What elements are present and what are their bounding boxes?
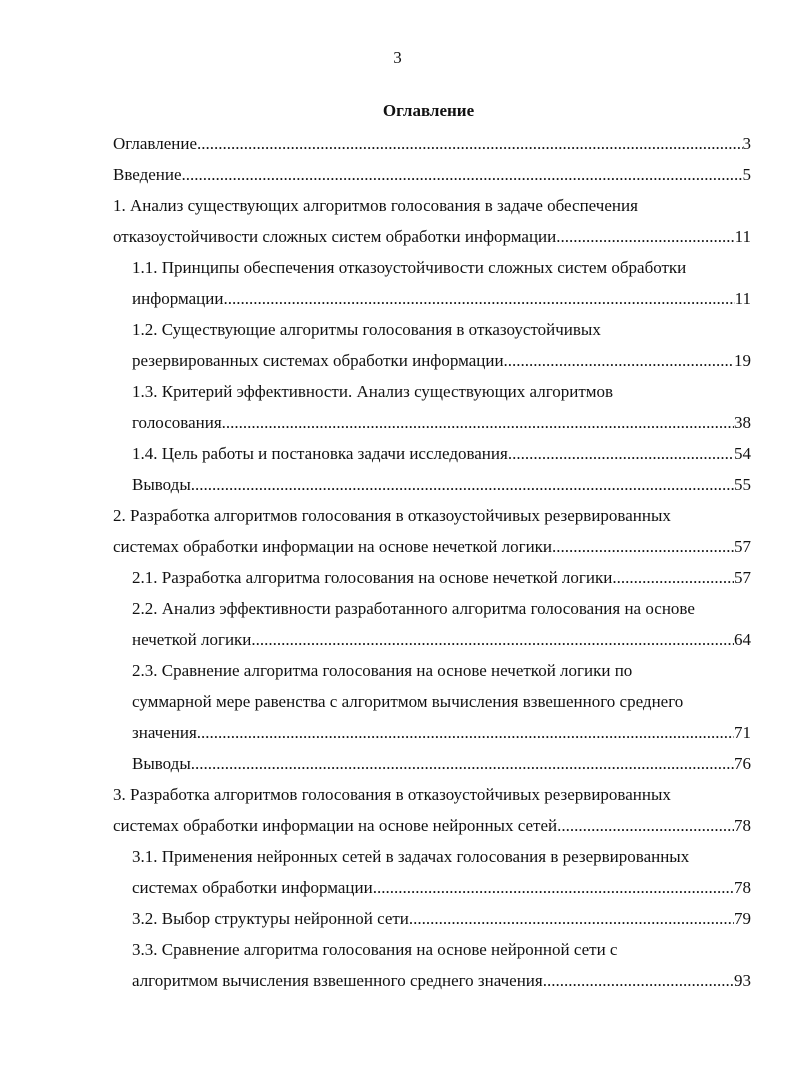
- toc-page-number: 11: [734, 227, 751, 246]
- toc-entry[interactable]: [132, 934, 751, 996]
- toc-page-number: 64: [734, 630, 751, 649]
- toc-entry[interactable]: [132, 314, 751, 376]
- table-of-contents: [113, 128, 751, 996]
- toc-entry-title-line: системах обработки информации на основе нечеткой логики: [113, 537, 553, 556]
- dot-leader: [373, 872, 734, 903]
- toc-entry-title-line: нечеткой логики: [132, 630, 252, 649]
- toc-entry-last-line: [132, 872, 751, 903]
- toc-entry-title-line: значения: [132, 723, 197, 742]
- toc-entry[interactable]: [132, 841, 751, 903]
- toc-page-number: 78: [734, 816, 751, 835]
- toc-entry-title-line: системах обработки информации на основе нейронных сетей: [113, 816, 558, 835]
- toc-entry-title-line: Введение: [113, 165, 182, 184]
- toc-page-number: 71: [734, 723, 751, 742]
- toc-entry-title-line: голосования: [132, 413, 222, 432]
- toc-entry-last-line: [132, 283, 751, 314]
- toc-page-number: 38: [734, 413, 751, 432]
- toc-page-number: 19: [734, 351, 751, 370]
- toc-entry[interactable]: [113, 159, 751, 190]
- toc-page-number: 57: [734, 537, 751, 556]
- toc-entry-title-line: информации: [132, 289, 224, 308]
- toc-entry[interactable]: [132, 252, 751, 314]
- toc-entry-last-line: [113, 128, 751, 159]
- toc-page-number: 78: [734, 878, 751, 897]
- dot-leader: [556, 221, 734, 252]
- dot-leader: [191, 469, 734, 500]
- dot-leader: [552, 531, 734, 562]
- dot-leader: [557, 810, 734, 841]
- dot-leader: [197, 717, 734, 748]
- toc-entry-title-line: 3.3. Сравнение алгоритма голосования на основе нейронной сети с: [132, 940, 618, 959]
- toc-entry-title-line: 1. Анализ существующих алгоритмов голосования в задаче обеспечения: [113, 196, 638, 215]
- dot-leader: [251, 624, 734, 655]
- toc-entry-title-line: системах обработки информации: [132, 878, 373, 897]
- toc-entry-last-line: [113, 810, 751, 841]
- toc-entry[interactable]: [132, 562, 751, 593]
- toc-entry-title-line: 1.1. Принципы обеспечения отказоустойчивости сложных систем обработки: [132, 258, 687, 277]
- toc-entry[interactable]: [132, 748, 751, 779]
- dot-leader: [182, 159, 743, 190]
- toc-entry-title-line: 3.2. Выбор структуры нейронной сети: [132, 909, 409, 928]
- toc-entry[interactable]: [113, 500, 751, 562]
- dot-leader: [508, 438, 734, 469]
- toc-entry-title-line: Выводы: [132, 754, 191, 773]
- dot-leader: [222, 407, 734, 438]
- dot-leader: [409, 903, 734, 934]
- toc-entry-title-line: Выводы: [132, 475, 191, 494]
- toc-entry-title-line: 2.1. Разработка алгоритма голосования на основе нечеткой логики: [132, 568, 613, 587]
- toc-entry-title-line: резервированных системах обработки информации: [132, 351, 504, 370]
- toc-entry-title-line: 1.2. Существующие алгоритмы голосования в отказоустойчивых: [132, 320, 601, 339]
- toc-entry[interactable]: [132, 469, 751, 500]
- toc-entry-title-line: 1.4. Цель работы и постановка задачи исследования: [132, 444, 508, 463]
- dot-leader: [612, 562, 734, 593]
- toc-entry-last-line: [132, 345, 751, 376]
- toc-entry-title-line: 2. Разработка алгоритмов голосования в отказоустойчивых резервированных: [113, 506, 671, 525]
- toc-page-number: 3: [742, 134, 751, 153]
- toc-page-number: 5: [742, 165, 751, 184]
- toc-entry[interactable]: [113, 128, 751, 159]
- toc-entry-last-line: [132, 624, 751, 655]
- toc-entry[interactable]: [132, 376, 751, 438]
- toc-entry-last-line: [132, 748, 751, 779]
- toc-entry[interactable]: [113, 779, 751, 841]
- toc-entry-title-line: 3.1. Применения нейронных сетей в задачах голосования в резервированных: [132, 847, 690, 866]
- toc-entry[interactable]: [132, 438, 751, 469]
- toc-page-number: 76: [734, 754, 751, 773]
- toc-page-number: 11: [734, 289, 751, 308]
- toc-entry-title-line: суммарной мере равенства с алгоритмом вычисления взвешенного среднего: [132, 692, 684, 711]
- toc-entry-last-line: [113, 159, 751, 190]
- dot-leader: [543, 965, 734, 996]
- toc-entry-last-line: [132, 562, 751, 593]
- toc-entry-last-line: [132, 407, 751, 438]
- toc-page-number: 54: [734, 444, 751, 463]
- toc-entry-title-line: 1.3. Критерий эффективности. Анализ существующих алгоритмов: [132, 382, 614, 401]
- dot-leader: [223, 283, 734, 314]
- toc-entry-last-line: [113, 531, 751, 562]
- toc-entry[interactable]: [132, 593, 751, 655]
- toc-title: Оглавление: [382, 101, 475, 120]
- toc-entry-last-line: [132, 965, 751, 996]
- dot-leader: [191, 748, 734, 779]
- dot-leader: [197, 128, 743, 159]
- toc-page-number: 57: [734, 568, 751, 587]
- dot-leader: [504, 345, 734, 376]
- toc-entry-title-line: 3. Разработка алгоритмов голосования в отказоустойчивых резервированных: [113, 785, 671, 804]
- toc-entry[interactable]: [132, 903, 751, 934]
- toc-entry[interactable]: [132, 655, 751, 748]
- toc-entry-title-line: отказоустойчивости сложных систем обработки информации: [113, 227, 557, 246]
- toc-entry[interactable]: [113, 190, 751, 252]
- toc-page-number: 79: [734, 909, 751, 928]
- toc-entry-last-line: [113, 221, 751, 252]
- toc-entry-last-line: [132, 903, 751, 934]
- toc-entry-title-line: 2.2. Анализ эффективности разработанного алгоритма голосования на основе: [132, 599, 695, 618]
- toc-entry-last-line: [132, 438, 751, 469]
- toc-entry-last-line: [132, 469, 751, 500]
- toc-page-number: 55: [734, 475, 751, 494]
- toc-entry-title-line: алгоритмом вычисления взвешенного среднего значения: [132, 971, 543, 990]
- page-number: 3: [393, 48, 402, 67]
- toc-page-number: 93: [734, 971, 751, 990]
- toc-entry-title-line: 2.3. Сравнение алгоритма голосования на основе нечеткой логики по: [132, 661, 633, 680]
- toc-entry-last-line: [132, 717, 751, 748]
- toc-entry-title-line: Оглавление: [113, 134, 197, 153]
